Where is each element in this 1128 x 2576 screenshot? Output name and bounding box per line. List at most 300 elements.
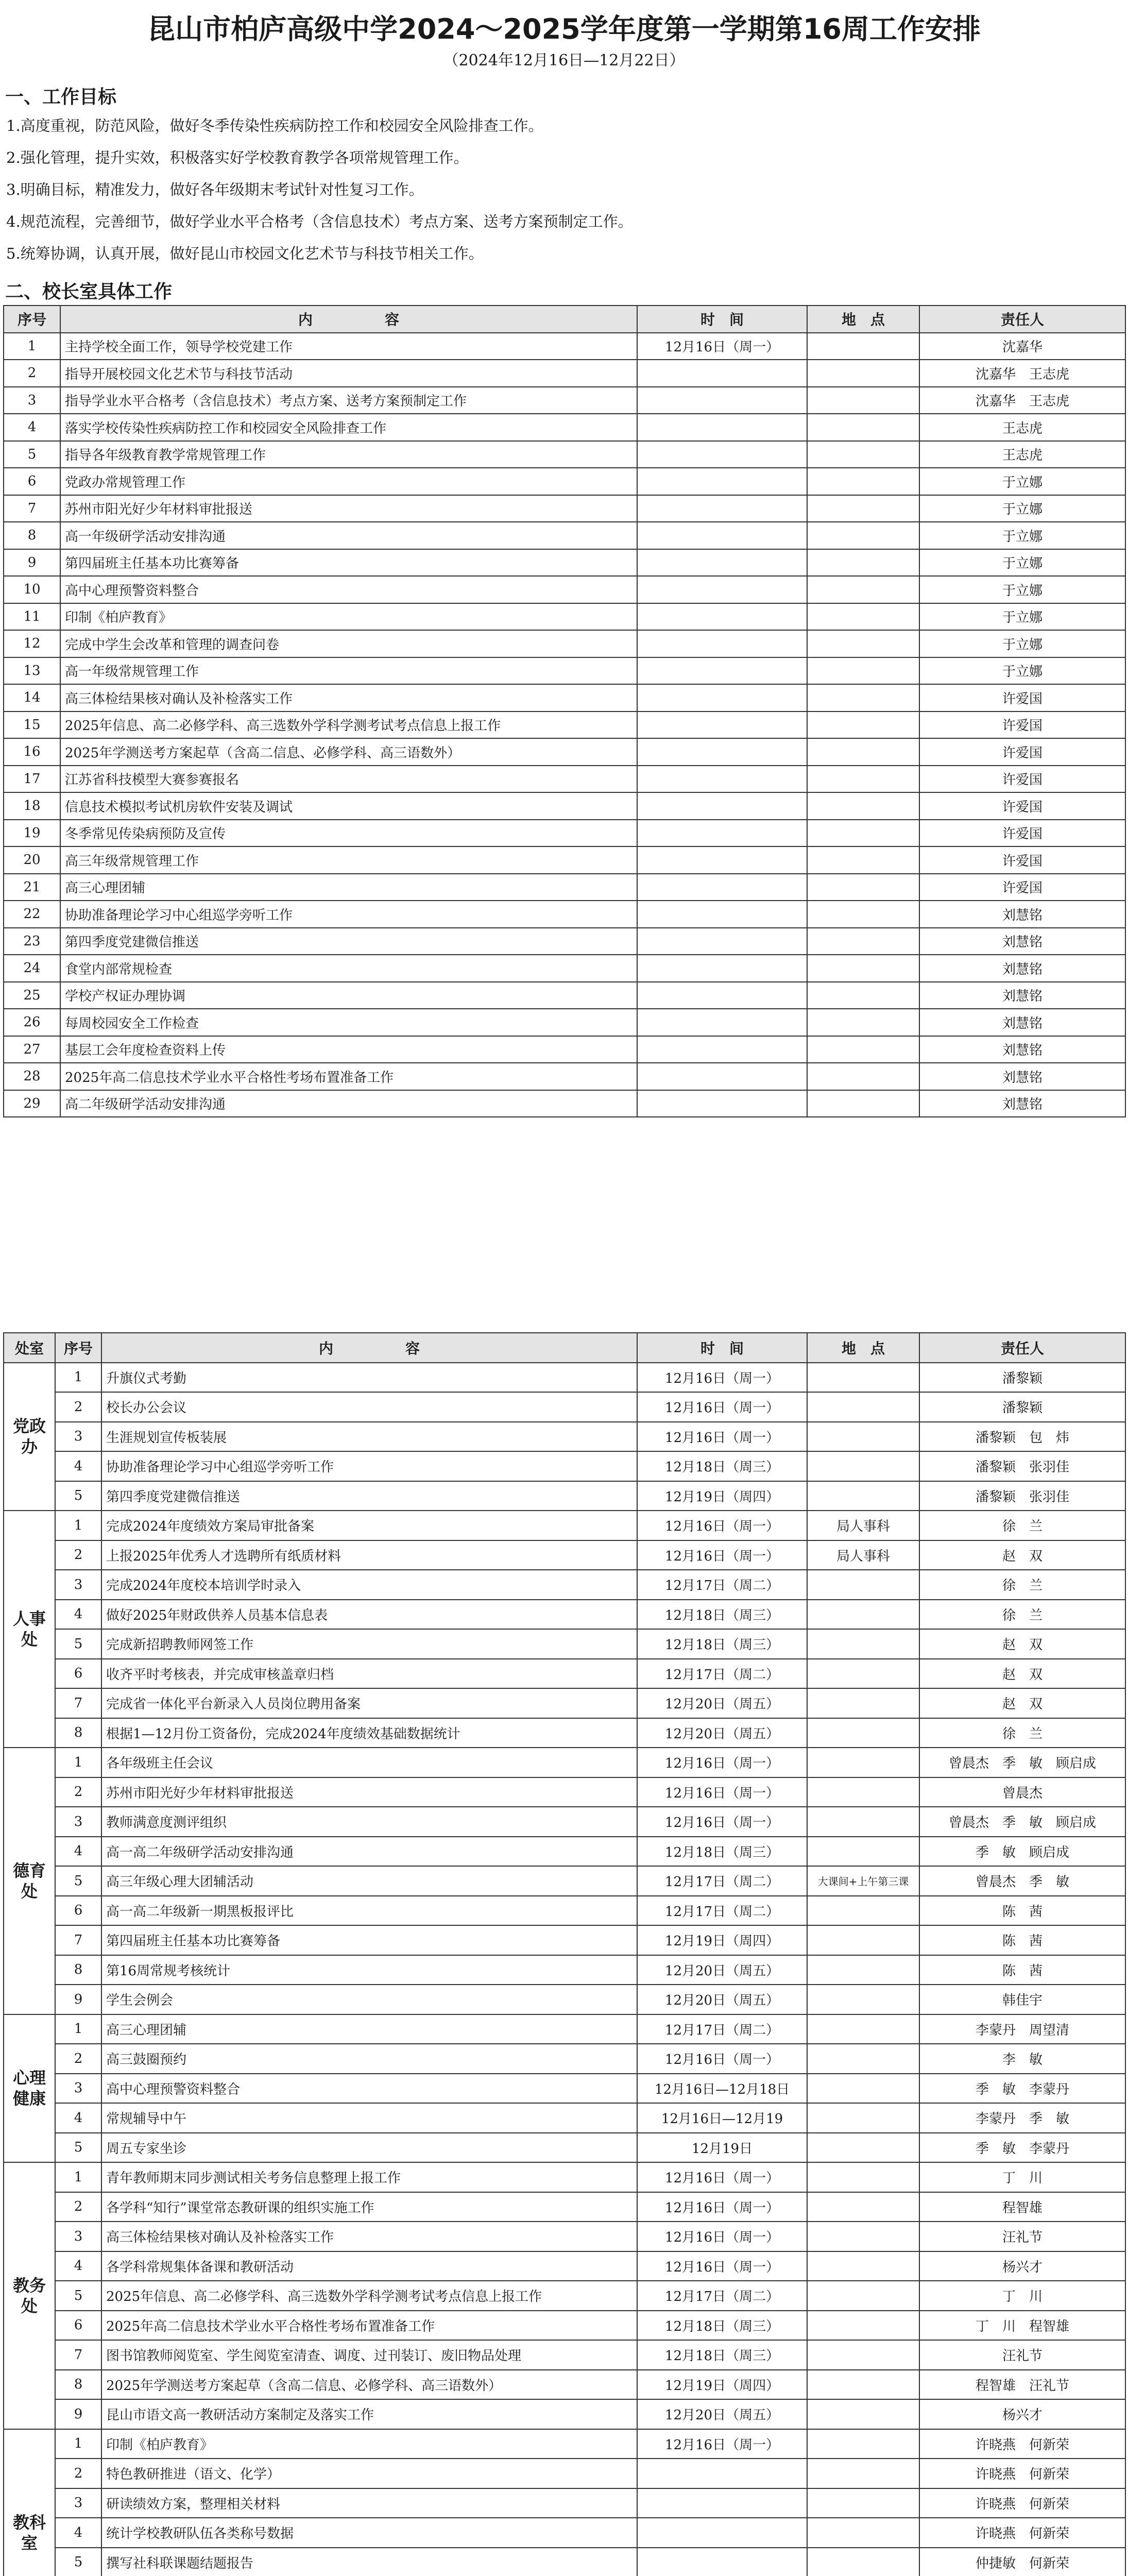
- task-content: 第四季度党建微信推送: [101, 1481, 637, 1511]
- task-time: [637, 738, 807, 766]
- task-place: [807, 1718, 919, 1748]
- row-number: 3: [55, 1422, 101, 1452]
- task-content: 每周校园安全工作检查: [60, 1009, 637, 1036]
- task-person: 许爱国: [919, 766, 1125, 793]
- row-number: 5: [4, 441, 60, 468]
- task-place: [807, 1090, 919, 1117]
- task-time: 12月20日（周五）: [637, 1718, 807, 1748]
- task-place: [807, 1688, 919, 1718]
- task-content: 教师满意度测评组织: [101, 1807, 637, 1837]
- row-number: 4: [4, 414, 60, 441]
- task-content: 完成省一体化平台新录入人员岗位聘用备案: [101, 1688, 637, 1718]
- table-row: [4, 1451, 1125, 1481]
- task-time: [637, 928, 807, 955]
- table-row: [4, 549, 1125, 577]
- task-time: 12月16日（周一）: [637, 2251, 807, 2281]
- table-row: [4, 2518, 1125, 2548]
- table-row: [4, 2548, 1125, 2576]
- task-content: 做好2025年财政供养人员基本信息表: [101, 1600, 637, 1630]
- task-person: 季 敏 顾启成: [919, 1837, 1125, 1867]
- task-place: [807, 2074, 919, 2104]
- task-person: 丁 川: [919, 2281, 1125, 2311]
- task-content: 高二年级研学活动安排沟通: [60, 1090, 637, 1117]
- task-content: 昆山市语文高一教研活动方案制定及落实工作: [101, 2399, 637, 2429]
- task-time: 12月16日（周一）: [637, 1392, 807, 1422]
- task-time: 12月18日（周三）: [637, 2311, 807, 2341]
- task-time: 12月18日（周三）: [637, 1837, 807, 1867]
- task-place: [807, 414, 919, 441]
- section-heading-principal: 二、校长室具体工作: [5, 281, 173, 302]
- task-person: 赵 双: [919, 1688, 1125, 1718]
- task-person: 陈 茜: [919, 1955, 1125, 1985]
- task-time: 12月18日（周三）: [637, 2340, 807, 2370]
- task-content: 苏州市阳光好少年材料审批报送: [101, 1777, 637, 1807]
- row-number: 21: [4, 874, 60, 901]
- row-number: 24: [4, 955, 60, 982]
- task-content: 基层工会年度检查资料上传: [60, 1036, 637, 1063]
- task-content: 完成2024年度校本培训学时录入: [101, 1570, 637, 1600]
- task-place: [807, 1036, 919, 1063]
- task-place: [807, 2222, 919, 2251]
- table-row: [4, 2429, 1125, 2459]
- table-header-row: [4, 306, 1125, 333]
- task-person: 刘慧铭: [919, 928, 1125, 955]
- task-person: 刘慧铭: [919, 1036, 1125, 1063]
- task-person: 许晓燕 何新荣: [919, 2459, 1125, 2488]
- task-place: [807, 874, 919, 901]
- table-row: [4, 2162, 1125, 2192]
- task-content: 统计学校教研队伍各类称号数据: [101, 2518, 637, 2548]
- task-person: 许晓燕 何新荣: [919, 2429, 1125, 2459]
- task-place: [807, 2103, 919, 2133]
- task-person: 刘慧铭: [919, 955, 1125, 982]
- table-row: [4, 2103, 1125, 2133]
- page-title: 昆山市柏庐高级中学2024～2025学年度第一学期第16周工作安排: [147, 13, 981, 45]
- row-number: 1: [55, 1511, 101, 1540]
- task-place: [807, 1837, 919, 1867]
- table-row: [4, 1807, 1125, 1837]
- table-row: [4, 928, 1125, 955]
- task-time: [637, 1036, 807, 1063]
- task-place: [807, 2518, 919, 2548]
- task-person: 潘黎颖 张羽佳: [919, 1481, 1125, 1511]
- table-row: [4, 820, 1125, 847]
- task-time: [637, 901, 807, 928]
- task-person: 于立娜: [919, 657, 1125, 685]
- task-person: 沈嘉华: [919, 333, 1125, 360]
- table-row: [4, 874, 1125, 901]
- task-time: 12月16日—12月19: [637, 2103, 807, 2133]
- task-place: [807, 549, 919, 577]
- task-time: [637, 495, 807, 522]
- row-number: 14: [4, 684, 60, 711]
- task-content: 升旗仪式考勤: [101, 1363, 637, 1393]
- task-place: [807, 2014, 919, 2044]
- task-time: 12月16日（周一）: [637, 2222, 807, 2251]
- task-person: 曾晨杰 季 敏: [919, 1866, 1125, 1896]
- task-person: 刘慧铭: [919, 901, 1125, 928]
- task-person: 沈嘉华 王志虎: [919, 360, 1125, 387]
- task-person: 于立娜: [919, 576, 1125, 603]
- row-number: 8: [4, 522, 60, 549]
- task-content: 党政办常规管理工作: [60, 468, 637, 495]
- table-row: [4, 711, 1125, 739]
- task-place: [807, 1451, 919, 1481]
- department-name: 教务处: [4, 2162, 55, 2429]
- task-place: [807, 657, 919, 685]
- row-number: 4: [55, 1837, 101, 1867]
- task-content: 高中心理预警资料整合: [101, 2074, 637, 2104]
- goal-item: 4.规范流程，完善细节，做好学业水平合格考（含信息技术）考点方案、送考方案预制定工作。: [6, 213, 633, 230]
- task-person: 徐 兰: [919, 1718, 1125, 1748]
- table-row: [4, 333, 1125, 360]
- task-person: 曾晨杰 季 敏 顾启成: [919, 1807, 1125, 1837]
- task-time: 12月17日（周二）: [637, 1659, 807, 1689]
- task-place: [807, 901, 919, 928]
- task-place: [807, 766, 919, 793]
- task-content: 印制《柏庐教育》: [60, 603, 637, 631]
- task-content: 完成中学生会改革和管理的调查问卷: [60, 630, 637, 657]
- task-time: [637, 2488, 807, 2518]
- row-number: 10: [4, 576, 60, 603]
- table-row: [4, 2399, 1125, 2429]
- task-place: [807, 2340, 919, 2370]
- task-person: 潘黎颖 包 炜: [919, 1422, 1125, 1452]
- task-place: [807, 1896, 919, 1926]
- task-time: [637, 603, 807, 631]
- row-number: 3: [55, 2074, 101, 2104]
- table-row: [4, 630, 1125, 657]
- task-place: [807, 2281, 919, 2311]
- row-number: 6: [55, 1896, 101, 1926]
- task-time: 12月16日（周一）: [637, 1422, 807, 1452]
- task-time: 12月17日（周二）: [637, 1896, 807, 1926]
- task-content: 各学科“知行”课堂常态教研课的组织实施工作: [101, 2192, 637, 2222]
- task-place: [807, 1063, 919, 1090]
- table-row: [4, 576, 1125, 603]
- task-content: 印制《柏庐教育》: [101, 2429, 637, 2459]
- task-time: [637, 441, 807, 468]
- task-place: [807, 1777, 919, 1807]
- task-content: 校长办公会议: [101, 1392, 637, 1422]
- task-person: 许晓燕 何新荣: [919, 2518, 1125, 2548]
- task-person: 许爱国: [919, 792, 1125, 820]
- table-row: [4, 1481, 1125, 1511]
- row-number: 7: [55, 1925, 101, 1955]
- task-person: 于立娜: [919, 468, 1125, 495]
- goal-item: 1.高度重视，防范风险，做好冬季传染性疾病防控工作和校园安全风险排查工作。: [6, 117, 543, 134]
- task-time: [637, 2548, 807, 2576]
- table-header-row: [4, 1333, 1125, 1363]
- task-time: [637, 360, 807, 387]
- task-person: 丁 川: [919, 2162, 1125, 2192]
- task-content: 苏州市阳光好少年材料审批报送: [60, 495, 637, 522]
- task-place: [807, 1629, 919, 1659]
- task-content: 指导各年级教育教学常规管理工作: [60, 441, 637, 468]
- task-place: [807, 684, 919, 711]
- task-place: [807, 792, 919, 820]
- row-number: 1: [55, 2429, 101, 2459]
- task-place: [807, 982, 919, 1009]
- table-row: [4, 982, 1125, 1009]
- task-content: 高一高二年级新一期黑板报评比: [101, 1896, 637, 1926]
- task-time: [637, 468, 807, 495]
- table-row: [4, 2370, 1125, 2400]
- row-number: 18: [4, 792, 60, 820]
- task-person: 刘慧铭: [919, 982, 1125, 1009]
- task-place: [807, 928, 919, 955]
- task-time: 12月16日（周一）: [637, 2192, 807, 2222]
- table-row: [4, 1363, 1125, 1393]
- task-person: 赵 双: [919, 1659, 1125, 1689]
- column-header: 序号: [4, 306, 60, 333]
- task-person: 陈 茜: [919, 1925, 1125, 1955]
- task-content: 完成2024年度绩效方案局审批备案: [101, 1511, 637, 1540]
- task-person: 沈嘉华 王志虎: [919, 387, 1125, 414]
- task-place: [807, 846, 919, 874]
- task-content: 指导学业水平合格考（含信息技术）考点方案、送考方案预制定工作: [60, 387, 637, 414]
- task-person: 许爱国: [919, 684, 1125, 711]
- task-place: [807, 495, 919, 522]
- task-place: [807, 2192, 919, 2222]
- table-row: [4, 522, 1125, 549]
- task-person: 仲捷敏 何新荣: [919, 2548, 1125, 2576]
- row-number: 17: [4, 766, 60, 793]
- task-time: 12月16日（周一）: [637, 333, 807, 360]
- row-number: 5: [55, 2281, 101, 2311]
- row-number: 2: [55, 1392, 101, 1422]
- task-person: 程智雄: [919, 2192, 1125, 2222]
- task-place: [807, 576, 919, 603]
- row-number: 2: [55, 1540, 101, 1570]
- task-place: [807, 2311, 919, 2341]
- task-content: 协助准备理论学习中心组巡学旁听工作: [60, 901, 637, 928]
- task-content: 主持学校全面工作，领导学校党建工作: [60, 333, 637, 360]
- row-number: 5: [55, 1629, 101, 1659]
- task-place: [807, 1985, 919, 2014]
- table-row: [4, 1009, 1125, 1036]
- row-number: 22: [4, 901, 60, 928]
- task-time: [637, 684, 807, 711]
- task-time: [637, 2518, 807, 2548]
- table-row: [4, 657, 1125, 685]
- row-number: 2: [55, 2044, 101, 2074]
- row-number: 1: [55, 2014, 101, 2044]
- task-content: 常规辅导中午: [101, 2103, 637, 2133]
- task-time: 12月19日（周四）: [637, 2370, 807, 2400]
- task-time: 12月17日（周二）: [637, 1866, 807, 1896]
- column-header: 内 容: [101, 1333, 637, 1363]
- task-person: 徐 兰: [919, 1600, 1125, 1630]
- goal-item: 5.统筹协调，认真开展，做好昆山市校园文化艺术节与科技节相关工作。: [6, 245, 484, 262]
- row-number: 15: [4, 711, 60, 739]
- row-number: 8: [55, 2370, 101, 2400]
- task-place: [807, 2429, 919, 2459]
- task-content: 根据1—12月份工资备份，完成2024年度绩效基础数据统计: [101, 1718, 637, 1748]
- task-place: 局人事科: [807, 1540, 919, 1570]
- task-time: [637, 387, 807, 414]
- table-row: [4, 1422, 1125, 1452]
- task-content: 第四季度党建微信推送: [60, 928, 637, 955]
- task-content: 各学科常规集体备课和教研活动: [101, 2251, 637, 2281]
- row-number: 9: [55, 1985, 101, 2014]
- row-number: 25: [4, 982, 60, 1009]
- task-place: [807, 1748, 919, 1777]
- department-name: 教科室: [4, 2429, 55, 2576]
- task-content: 学校产权证办理协调: [60, 982, 637, 1009]
- task-place: [807, 2162, 919, 2192]
- task-content: 特色教研推进（语文、化学）: [101, 2459, 637, 2488]
- task-place: [807, 441, 919, 468]
- task-person: 王志虎: [919, 441, 1125, 468]
- task-time: [637, 955, 807, 982]
- task-time: 12月17日（周二）: [637, 2281, 807, 2311]
- task-content: 图书馆教师阅览室、学生阅览室清查、调度、过刊装订、废旧物品处理: [101, 2340, 637, 2370]
- row-number: 3: [55, 1807, 101, 1837]
- table-row: [4, 360, 1125, 387]
- row-number: 8: [55, 1718, 101, 1748]
- goal-item: 3.明确目标，精准发力，做好各年级期末考试针对性复习工作。: [6, 181, 424, 198]
- task-time: [637, 630, 807, 657]
- task-place: [807, 1659, 919, 1689]
- task-time: [637, 792, 807, 820]
- task-person: 李 敏: [919, 2044, 1125, 2074]
- row-number: 5: [55, 2548, 101, 2576]
- task-place: [807, 1807, 919, 1837]
- row-number: 9: [4, 549, 60, 577]
- task-place: [807, 2488, 919, 2518]
- task-person: 于立娜: [919, 630, 1125, 657]
- task-time: 12月16日（周一）: [637, 1540, 807, 1570]
- goal-item: 2.强化管理，提升实效，积极落实好学校教育教学各项常规管理工作。: [6, 149, 469, 166]
- table-row: [4, 495, 1125, 522]
- task-content: 学生会例会: [101, 1985, 637, 2014]
- task-content: 高中心理预警资料整合: [60, 576, 637, 603]
- task-time: 12月20日（周五）: [637, 2399, 807, 2429]
- column-header: 地 点: [807, 1333, 919, 1363]
- task-content: 高三年级常规管理工作: [60, 846, 637, 874]
- task-content: 食堂内部常规检查: [60, 955, 637, 982]
- row-number: 4: [55, 2518, 101, 2548]
- table-row: [4, 1036, 1125, 1063]
- table-row: [4, 2192, 1125, 2222]
- row-number: 1: [55, 1363, 101, 1393]
- table-row: [4, 1777, 1125, 1807]
- department-name: 心理健康: [4, 2014, 55, 2163]
- department-name: 德育处: [4, 1748, 55, 2014]
- row-number: 4: [55, 2103, 101, 2133]
- row-number: 3: [4, 387, 60, 414]
- task-content: 信息技术模拟考试机房软件安装及调试: [60, 792, 637, 820]
- column-header: 时 间: [637, 306, 807, 333]
- task-person: 赵 双: [919, 1629, 1125, 1659]
- table-row: [4, 1511, 1125, 1540]
- task-place: [807, 522, 919, 549]
- department-table: [3, 1332, 1126, 2576]
- row-number: 6: [55, 2311, 101, 2341]
- task-content: 完成新招聘教师网签工作: [101, 1629, 637, 1659]
- row-number: 1: [4, 333, 60, 360]
- task-person: 季 敏 李蒙丹: [919, 2074, 1125, 2104]
- task-place: [807, 1481, 919, 1511]
- row-number: 7: [4, 495, 60, 522]
- task-place: [807, 2370, 919, 2400]
- task-place: [807, 1392, 919, 1422]
- task-place: [807, 2399, 919, 2429]
- task-content: 2025年学测送考方案起草（含高二信息、必修学科、高三语数外）: [60, 738, 637, 766]
- task-person: 李蒙丹 季 敏: [919, 2103, 1125, 2133]
- task-time: 12月18日（周三）: [637, 1600, 807, 1630]
- task-person: 潘黎颖: [919, 1363, 1125, 1393]
- table-row: [4, 441, 1125, 468]
- task-place: [807, 1363, 919, 1393]
- row-number: 28: [4, 1063, 60, 1090]
- row-number: 5: [55, 1866, 101, 1896]
- task-time: 12月19日（周四）: [637, 1481, 807, 1511]
- task-person: 许爱国: [919, 711, 1125, 739]
- task-person: 刘慧铭: [919, 1090, 1125, 1117]
- task-content: 第四届班主任基本功比赛筹备: [60, 549, 637, 577]
- task-person: 杨兴才: [919, 2251, 1125, 2281]
- row-number: 13: [4, 657, 60, 685]
- task-time: 12月16日（周一）: [637, 1363, 807, 1393]
- table-row: [4, 414, 1125, 441]
- row-number: 20: [4, 846, 60, 874]
- task-content: 落实学校传染性疾病防控工作和校园安全风险排查工作: [60, 414, 637, 441]
- task-place: [807, 820, 919, 847]
- task-content: 高三鼓圈预约: [101, 2044, 637, 2074]
- task-person: 许爱国: [919, 846, 1125, 874]
- task-person: 杨兴才: [919, 2399, 1125, 2429]
- task-place: 局人事科: [807, 1511, 919, 1540]
- table-row: [4, 1063, 1125, 1090]
- table-row: [4, 2311, 1125, 2341]
- column-header: 时 间: [637, 1333, 807, 1363]
- column-header: 内 容: [60, 306, 637, 333]
- row-number: 2: [55, 2192, 101, 2222]
- task-time: [637, 1090, 807, 1117]
- task-content: 撰写社科联课题结题报告: [101, 2548, 637, 2576]
- row-number: 23: [4, 928, 60, 955]
- task-time: 12月18日（周三）: [637, 1629, 807, 1659]
- table-row: [4, 603, 1125, 631]
- task-person: 刘慧铭: [919, 1009, 1125, 1036]
- table-row: [4, 2340, 1125, 2370]
- task-place: [807, 333, 919, 360]
- task-person: 季 敏 李蒙丹: [919, 2133, 1125, 2163]
- row-number: 19: [4, 820, 60, 847]
- table-row: [4, 2074, 1125, 2104]
- task-place: [807, 2044, 919, 2074]
- row-number: 1: [55, 2162, 101, 2192]
- task-time: [637, 522, 807, 549]
- task-content: 高三体检结果核对确认及补检落实工作: [101, 2222, 637, 2251]
- task-time: [637, 2459, 807, 2488]
- task-person: 徐 兰: [919, 1511, 1125, 1540]
- task-place: [807, 387, 919, 414]
- task-person: 曾晨杰: [919, 1777, 1125, 1807]
- table-row: [4, 2133, 1125, 2163]
- table-row: [4, 1925, 1125, 1955]
- task-person: 潘黎颖: [919, 1392, 1125, 1422]
- task-place: [807, 468, 919, 495]
- task-time: 12月18日（周三）: [637, 1451, 807, 1481]
- task-time: 12月16日（周一）: [637, 2429, 807, 2459]
- task-time: 12月20日（周五）: [637, 1688, 807, 1718]
- task-place: [807, 1925, 919, 1955]
- task-content: 高三体检结果核对确认及补检落实工作: [60, 684, 637, 711]
- task-person: 徐 兰: [919, 1570, 1125, 1600]
